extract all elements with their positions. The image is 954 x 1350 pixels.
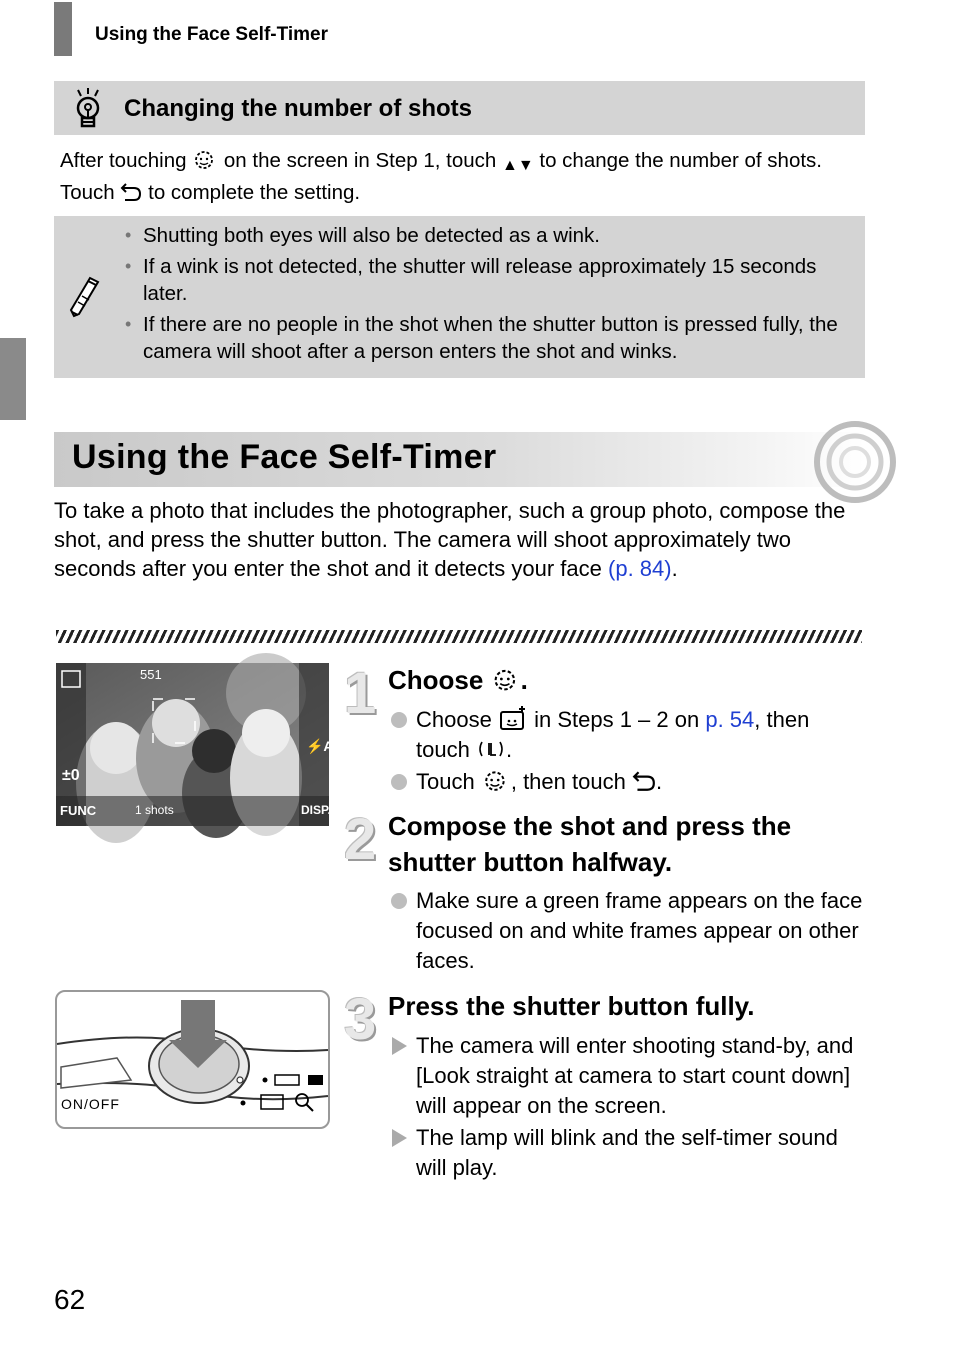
step-3-title: Press the shutter button fully. bbox=[388, 991, 755, 1021]
intro-text: To take a photo that includes the photographer, such a group photo, compose the shot, and press the shutter button. The camera will shoot approximately two seconds after you enter the shot and it detects your face bbox=[54, 498, 846, 581]
step-number-2: 2 bbox=[344, 807, 377, 872]
step-1-b1-text-d: . bbox=[505, 737, 513, 762]
step-1-b1-text-c: , then touch bbox=[416, 707, 810, 762]
face-self-timer-icon bbox=[481, 768, 511, 792]
note-item: • If a wink is not detected, the shutter will release approximately 15 seconds later. bbox=[124, 253, 854, 307]
note-item: • If there are no people in the shot when the shutter button is pressed fully, the camera will shoot after a person enters the shot and winks. bbox=[124, 311, 854, 365]
page-link-54[interactable]: p. 54 bbox=[705, 707, 755, 732]
camera-screen-photo bbox=[56, 663, 334, 826]
note-item: • Shutting both eyes will also be detected as a wink. bbox=[124, 222, 854, 249]
pencil-icon bbox=[66, 272, 106, 322]
up-down-arrows-icon: ▲▼ bbox=[502, 157, 534, 174]
page-link-84[interactable]: (p. 84) bbox=[608, 556, 672, 581]
group-photo-illustration bbox=[56, 663, 334, 826]
step-2-bullets bbox=[389, 884, 864, 976]
header-bar bbox=[54, 2, 72, 56]
step-1-b1-text-a: Choose bbox=[416, 707, 492, 732]
hatched-divider bbox=[56, 630, 862, 643]
disp-label: DISP. bbox=[301, 803, 331, 817]
step-1-b2-text-b: , then touch bbox=[510, 769, 626, 794]
hint-text-1: After touching bbox=[60, 149, 187, 172]
step-1-b2-text-a: Touch bbox=[416, 769, 475, 794]
lightbulb-icon bbox=[70, 88, 106, 132]
exposure-label: ±0 bbox=[62, 767, 80, 784]
hint-title: Changing the number of shots bbox=[124, 95, 472, 122]
hint-text-2: on the screen in Step 1, touch bbox=[223, 149, 497, 172]
intro-end: . bbox=[671, 556, 678, 581]
func-label: FUNC bbox=[60, 803, 97, 818]
page-number: 62 bbox=[54, 1284, 86, 1315]
hint-body bbox=[60, 147, 865, 206]
hint-text-3: to change the number of shots. Touch bbox=[60, 149, 823, 204]
svg-text:⚡A: ⚡A bbox=[306, 738, 334, 754]
step-2-title: Compose the shot and press the shutter button halfway. bbox=[388, 811, 792, 877]
on-off-label: ON/OFF bbox=[61, 1096, 120, 1112]
self-timer-mode-icon bbox=[498, 706, 528, 730]
step-1-bullets bbox=[389, 703, 864, 797]
face-self-timer-icon bbox=[491, 666, 521, 692]
shot-count: 551 bbox=[140, 667, 162, 682]
return-arrow-icon bbox=[120, 182, 142, 202]
running-header: Using the Face Self-Timer bbox=[95, 24, 328, 45]
decorative-arcs bbox=[740, 432, 865, 487]
shots-label: 1 shots bbox=[135, 803, 174, 817]
step-1-title-text: Choose bbox=[388, 665, 484, 695]
step-1-b1-text-b: in Steps 1 – 2 on bbox=[534, 707, 700, 732]
step-1-bullet-2 bbox=[389, 767, 864, 797]
step-1-b2-text-c: . bbox=[655, 769, 663, 794]
step-3-bullets bbox=[389, 1029, 864, 1183]
face-self-timer-icon bbox=[192, 148, 218, 170]
intro-paragraph bbox=[54, 496, 864, 583]
return-arrow-icon bbox=[632, 770, 656, 792]
step-1-title-end: . bbox=[520, 665, 528, 695]
step-3-bullet-1: The camera will enter shooting stand-by, and [Look straight at camera to start count down] will appear on the screen. bbox=[389, 1031, 864, 1121]
note-list bbox=[124, 222, 854, 369]
hint-text-4: to complete the setting. bbox=[148, 181, 361, 204]
timer-icon bbox=[476, 738, 506, 760]
step-2-bullet-1: Make sure a green frame appears on the face focused on and white frames appear on other faces. bbox=[389, 886, 864, 976]
section-title: Using the Face Self-Timer bbox=[72, 438, 497, 476]
step-3-bullet-2: The lamp will blink and the self-timer sound will play. bbox=[389, 1123, 864, 1183]
step-number-1: 1 bbox=[344, 661, 377, 726]
chapter-side-tab bbox=[0, 338, 26, 420]
step-number-3: 3 bbox=[344, 987, 377, 1052]
step-1-bullet-1 bbox=[389, 705, 864, 765]
shutter-button-illustration bbox=[55, 990, 330, 1129]
step-1-title bbox=[388, 662, 528, 698]
